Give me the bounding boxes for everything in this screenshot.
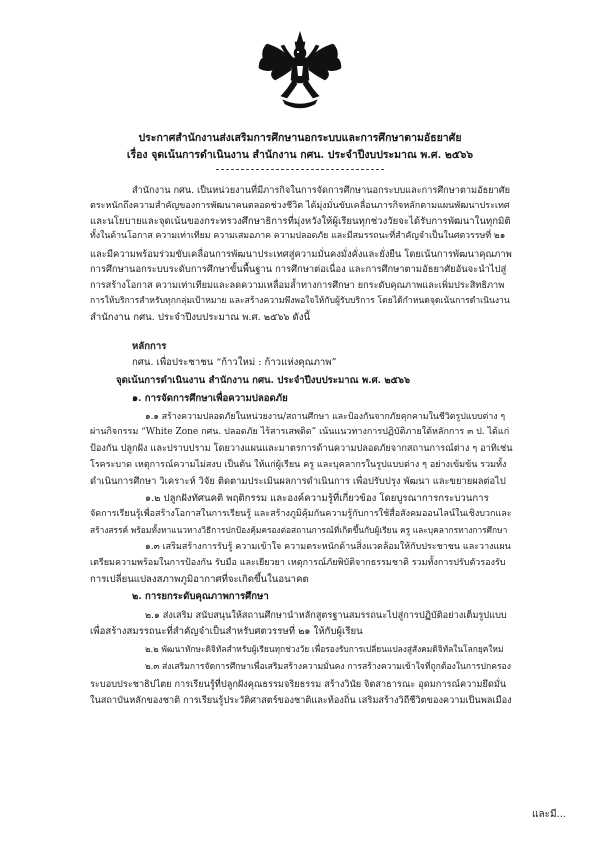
item-2-3-line: ในสถาบันหลักของชาติ การเรียนรู้ประวัติศาสตร์ของชาติและท้องถิ่น เสริมสร้างวิถีชีวิตของความเป็นพลเมือง <box>90 695 512 706</box>
intro-line: สำนักงาน กศน. เป็นหน่วยงานที่มีภารกิจในการจัดการศึกษานอกระบบและการศึกษาตามอัธยาศัย <box>132 185 510 196</box>
item-1-3-line: ๑.๓ เสริมสร้างการรับรู้ ความเข้าใจ ความตระหนักด้านสิ่งแวดล้อมให้กับประชาชน และวางแผน <box>145 542 511 552</box>
principle-heading: หลักการ <box>132 341 167 352</box>
item-2-3-line: ระบอบประชาธิปไตย การเรียนรู้ที่ปลูกฝังคุณธรรมจริยธรรม สร้างวินัย จิตสาธารณะ อุดมการณ์ความยึดมั่น <box>90 679 507 690</box>
item-1-3-line: เตรียมความพร้อมในการป้องกัน รับมือ และเยียวยา เหตุการณ์ภัยพิบัติจากธรรมชาติ รวมทั้งการปรับตัวรองรับ <box>90 558 506 568</box>
intro-line: การให้บริการสำหรับทุกกลุ่มเป้าหมาย และสร้างความพึงพอใจให้กับผู้รับบริการ โดยได้กำหนดจุดเน้นการดำเนินงาน <box>90 296 510 306</box>
document-subject: เรื่อง จุดเน้นการดำเนินงาน สำนักงาน กศน. ประจำปีงบประมาณ พ.ศ. ๒๕๖๖ <box>126 149 474 161</box>
intro-line: และนโยบายและจุดเน้นของกระทรวงศึกษาธิการที่มุ่งหวังให้ผู้เรียนทุกช่วงวัยจะได้รับการพัฒนาในทุกมิติ <box>90 216 511 227</box>
item-1-2-line: สร้างสรรค์ พร้อมทั้งหาแนวทางวิธีการปกป้องคุ้มครองต่อสถานการณ์ที่เกิดขึ้นกับผู้เรียน ครู และบุคลากรทางการศึกษา <box>90 525 508 535</box>
section-1-heading: ๑. การจัดการศึกษาเพื่อความปลอดภัย <box>132 393 288 404</box>
intro-line: สำนักงาน กศน. ประจำปีงบประมาณ พ.ศ. ๒๕๖๖ ดังนี้ <box>90 312 311 323</box>
item-2-1-line: เพื่อสร้างสมรรถนะที่สำคัญจำเป็นสำหรับศตวรรษที่ ๒๑ ให้กับผู้เรียน <box>90 626 363 637</box>
intro-line: ทั้งในด้านโอกาส ความเท่าเทียม ความเสมอภาค ความปลอดภัย และมีสมรรถนะที่สำคัญจำเป็นในศตวรรษที่ ๒๑ <box>90 231 506 241</box>
focus-heading: จุดเน้นการดำเนินงาน สำนักงาน กศน. ประจำปีงบประมาณ พ.ศ. ๒๕๖๖ <box>116 375 411 386</box>
continued-marker: และมี... <box>532 809 567 820</box>
item-1-1-line: ๑.๑ สร้างความปลอดภัยในหน่วยงาน/สถานศึกษา และป้องกันจากภัยคุกคามในชีวิตรูปแบบต่าง ๆ <box>145 412 506 422</box>
intro-line: ตระหนักถึงความสำคัญของการพัฒนาคนตลอดช่วงชีวิต ได้มุ่งมั่นขับเคลื่อนภารกิจหลักตามแผนพัฒนาประเทศ <box>90 201 510 211</box>
item-1-1-line: ป้องกัน ปลูกฝัง และปราบปราม โดยวางแผนและมาตรการด้านความปลอดภัยจากสถานการณ์ต่าง ๆ อาทิเช่น <box>90 443 513 454</box>
title-divider <box>216 169 384 170</box>
item-1-2-line: ๑.๒ ปลูกฝังทัศนคติ พฤติกรรม และองค์ความรู้ที่เกี่ยวข้อง โดยบูรณาการกระบวนการ <box>145 493 489 504</box>
item-1-2-line: จัดการเรียนรู้เพื่อสร้างโอกาสในการเรียนรู้ และสร้างภูมิคุ้มกันความรู้กับการใช้สื่อสังคมออนไลน์ในเชิงบวกและ <box>90 509 512 519</box>
item-1-1-line: โรคระบาด เหตุการณ์ความไม่สงบ เป็นต้น ให้แก่ผู้เรียน ครู และบุคลากรในรูปแบบต่าง ๆ อย่างเข้มข้น รวมทั้ง <box>90 460 507 470</box>
item-2-3-line: ๒.๓ ส่งเสริมการจัดการศึกษาเพื่อเสริมสร้างความมั่นคง การสร้างความเข้าใจที่ถูกต้องในการปกครอง <box>145 662 511 672</box>
item-1-1-line: ผ่านกิจกรรม “White Zone กศน. ปลอดภัย ไร้สารเสพติด” เน้นแนวทางการปฏิบัติภายใต้หลักการ ๓ ป. ได้แก่ <box>90 427 510 437</box>
intro-line: การศึกษานอกระบบระดับการศึกษาขั้นพื้นฐาน การศึกษาต่อเนื่อง และการศึกษาตามอัธยาศัยอันจะนำไปสู่ <box>90 264 507 275</box>
item-1-1-line: ดำเนินการศึกษา วิเคราะห์ วิจัย ติดตามประเมินผลการดำเนินการ เพื่อปรับปรุง พัฒนา และขยายผลต่อไป <box>90 476 506 487</box>
intro-line: การสร้างโอกาส ความเท่าเทียมและลดความเหลื่อมล้ำทางการศึกษา ยกระดับคุณภาพและเพิ่มประสิทธิภาพ <box>90 280 505 291</box>
item-1-3-line: การเปลี่ยนแปลงสภาพภูมิอากาศที่จะเกิดขึ้นในอนาคต <box>90 574 309 585</box>
garuda-emblem-icon <box>253 30 347 114</box>
document-title: ประกาศสำนักงานส่งเสริมการศึกษานอกระบบและการศึกษาตามอัธยาศัย <box>138 132 462 144</box>
intro-line: และมีความพร้อมร่วมขับเคลื่อนการพัฒนาประเทศสู่ความมั่นคงมั่งคั่งและยั่งยืน โดยเน้นการพัฒนาคุณภาพ <box>90 249 512 260</box>
item-2-1-line: ๒.๑ ส่งเสริม สนับสนุนให้สถานศึกษานำหลักสูตรฐานสมรรถนะไปสู่การปฏิบัติอย่างเต็มรูปแบบ <box>145 610 507 621</box>
item-2-2-line: ๒.๒ พัฒนาทักษะดิจิทัลสำหรับผู้เรียนทุกช่วงวัย เพื่อรองรับการเปลี่ยนแปลงสู่สังคมดิจิทัลในโลกยุคใหม่ <box>145 644 504 654</box>
principle-text: กศน. เพื่อประชาชน “ก้าวใหม่ : ก้าวแห่งคุณภาพ” <box>132 357 337 368</box>
section-2-heading: ๒. การยกระดับคุณภาพการศึกษา <box>132 591 269 602</box>
